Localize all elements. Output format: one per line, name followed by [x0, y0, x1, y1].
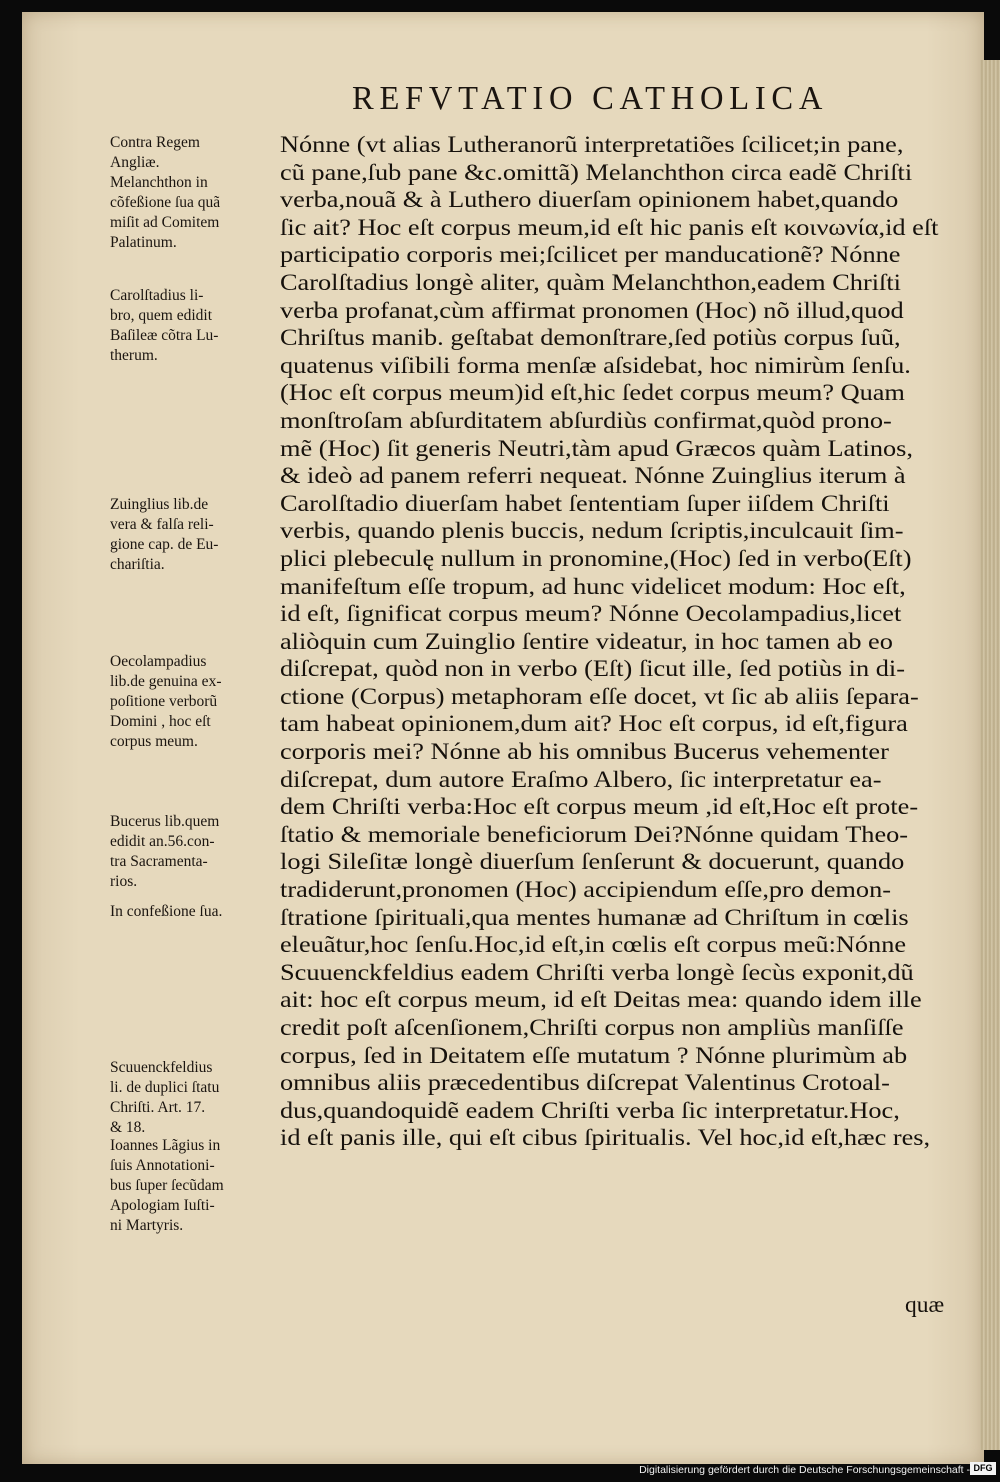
margin-note-line: tra Sacramenta- — [110, 853, 208, 870]
margin-note-line: Chriſti. Art. 17. — [110, 1099, 206, 1116]
margin-note-line: Ioannes Lãgius in — [110, 1137, 221, 1154]
text-line: Carolſtadius longè aliter, quàm Melanchthon,eadem Chriſti — [280, 269, 901, 296]
text-line: dus,quandoquidẽ eadem Chriſti verba ſic interpretatur.Hoc, — [280, 1097, 900, 1124]
margin-note-line: Domini , hoc eſt — [110, 713, 211, 730]
margin-note-line: chariſtia. — [110, 556, 165, 573]
text-line: tradiderunt,pronomen (Hoc) accipiendum eſſe,pro demon- — [280, 877, 891, 904]
text-line: ſic ait? Hoc eſt corpus meum,id eſt hic panis eſt κοινωνία,id eſt — [280, 214, 939, 241]
margin-note-line: Baſileæ cõtra Lu- — [110, 327, 219, 344]
text-line: & ideò ad panem referri nequeat. Nónne Zuinglius iterum à — [280, 463, 906, 490]
margin-note-line: Bucerus lib.quem — [110, 813, 220, 830]
text-line: Chriſtus manib. geſtabat demonſtrare,ſed potiùs corpus ſuũ, — [280, 325, 901, 352]
margin-note-line: rios. — [110, 873, 138, 890]
margin-note-line: vera & falſa reli- — [110, 516, 214, 533]
margin-note-line: bro, quem edidit — [110, 307, 213, 324]
digitization-credit: Digitalisierung gefördert durch die Deutsche Forschungsgemeinschaft - — [639, 1464, 970, 1476]
margin-note-line: Palatinum. — [110, 234, 177, 251]
margin-note-line: Scuuenckfeldius — [110, 1059, 213, 1076]
text-line: participatio corporis mei;ſcilicet per manducationẽ? Nónne — [280, 242, 901, 269]
margin-note-line: Melanchthon in — [110, 174, 208, 191]
text-line: dem Chriſti verba:Hoc eſt corpus meum ,id eſt,Hoc eſt prote- — [280, 794, 919, 821]
text-line: monſtroſam abſurditatem abſurdiùs confirmat,quòd prono- — [280, 407, 892, 434]
margin-note — [110, 902, 270, 922]
text-line: (Hoc eſt corpus meum)id eſt,hic ſedet corpus meum? Quam — [280, 380, 905, 407]
margin-note-line: edidit an.56.con- — [110, 833, 215, 850]
text-line: cũ pane,ſub pane &c.omittã) Melanchthon circa eadẽ Chriſti — [280, 159, 913, 186]
margin-note-line: Oecolampadius — [110, 653, 207, 670]
text-line: credit poſt aſcenſionem,Chriſti corpus non ampliùs manſiſſe — [280, 1015, 904, 1041]
main-text — [280, 132, 970, 1153]
margin-note — [110, 133, 270, 253]
text-line: id eſt panis ille, qui eſt cibus ſpiritualis. Vel hoc,id eſt,hæc res, — [280, 1125, 931, 1152]
running-title: REFVTATIO CATHOLICA — [352, 80, 829, 117]
text-line: logi Sileſitæ longè diuerſum ſenſerunt & docuerunt, quando — [280, 849, 905, 876]
margin-note-line: gione cap. de Eu- — [110, 536, 219, 553]
text-line: corpus, ſed in Deitatem eſſe mutatum ? Nónne plurimùm ab — [280, 1042, 908, 1069]
text-line: tam habeat opinionem,dum ait? Hoc eſt corpus, id eſt,figura — [280, 711, 908, 738]
margin-note — [110, 652, 270, 752]
text-line: verba profanat,cùm affirmat pronomen (Hoc) nõ illud,quod — [280, 297, 904, 324]
text-line: aliòquin cum Zuinglio ſentire videatur, in hoc tamen ab eo — [280, 628, 893, 655]
text-line: id eſt, ſignificat corpus meum? Nónne Oecolampadius,licet — [280, 601, 902, 628]
text-line: diſcrepat, quòd non in verbo (Eſt) ſicut ille, ſed potiùs in di- — [280, 656, 905, 683]
text-line: ſtratione ſpirituali,qua mentes humanæ ad Chriſtum in cœlis — [280, 904, 909, 931]
margin-note-line: lib.de genuina ex- — [110, 673, 222, 690]
margin-note-line: Carolſtadius li- — [110, 287, 204, 304]
margin-note — [110, 286, 270, 366]
margin-note-line: Contra Regem — [110, 134, 200, 151]
text-line: omnibus aliis præcedentibus diſcrepat Valentinus Crotoal- — [280, 1070, 890, 1097]
margin-note-line: miſit ad Comitem — [110, 214, 220, 231]
margin-note — [110, 495, 270, 575]
margin-note-line: therum. — [110, 347, 158, 364]
text-line: manifeſtum eſſe tropum, ad hunc videlicet modum: Hoc eſt, — [280, 573, 906, 600]
margin-note-line: bus ſuper ſecũdam — [110, 1177, 224, 1194]
margin-note-line: Zuinglius lib.de — [110, 496, 209, 513]
margin-note-line: & 18. — [110, 1119, 146, 1136]
margin-note-line: Angliæ. — [110, 154, 160, 171]
margin-note-line: In confeßione ſua. — [110, 903, 223, 920]
text-line: Nónne (vt alias Lutheranorũ interpretatiões ſcilicet;in pane, — [280, 132, 904, 158]
margin-note-line: ſuis Annotationi- — [110, 1157, 215, 1174]
text-line: ſtatio & memoriale beneficiorum Dei?Nónne quidam Theo- — [280, 821, 909, 848]
text-line: diſcrepat, dum autore Eraſmo Albero, ſic interpretatur ea- — [280, 766, 882, 793]
margin-note — [110, 1136, 270, 1236]
margin-note — [110, 1058, 270, 1138]
text-line: eleuãtur,hoc ſenſu.Hoc,id eſt,in cœlis eſt corpus meũ:Nónne — [280, 932, 907, 959]
dfg-logo: DFG — [970, 1462, 996, 1475]
text-line: verba,nouã & à Luthero diuerſam opinionem habet,quando — [280, 187, 899, 214]
text-line: ctione (Corpus) metaphoram eſſe docet, vt ſic ab aliis ſepara- — [280, 683, 919, 710]
margin-note — [110, 812, 270, 892]
text-line: Carolſtadio diuerſam habet ſententiam ſuper iiſdem Chriſti — [280, 490, 890, 517]
margin-note-line: poſitione verborũ — [110, 693, 218, 710]
margin-note-line: ni Martyris. — [110, 1217, 184, 1234]
text-line: verbis, quando plenis buccis, nedum ſcriptis,inculcauit ſim- — [280, 518, 904, 545]
text-line: mẽ (Hoc) ſit generis Neutri,tàm apud Græcos quàm Latinos, — [280, 435, 913, 462]
margin-note-line: li. de duplici ſtatu — [110, 1079, 220, 1096]
text-line: plici plebeculę nullum in pronomine,(Hoc) ſed in verbo(Eſt) — [280, 545, 912, 572]
text-line: corporis mei? Nónne ab his omnibus Bucerus vehementer — [280, 739, 889, 766]
text-line: Scuuenckfeldius eadem Chriſti verba longè ſecùs exponit,dũ — [280, 959, 914, 986]
margin-note-line: cõfeßione ſua quã — [110, 194, 221, 211]
catchword: quæ — [905, 1292, 945, 1318]
text-line: quatenus viſibili forma menſæ aſsidebat, hoc nimirùm ſenſu. — [280, 352, 911, 379]
text-line: ait: hoc eſt corpus meum, id eſt Deitas mea: quando idem ille — [280, 987, 922, 1014]
margin-note-line: corpus meum. — [110, 733, 198, 750]
margin-note-line: Apologiam Iuſti- — [110, 1197, 215, 1214]
